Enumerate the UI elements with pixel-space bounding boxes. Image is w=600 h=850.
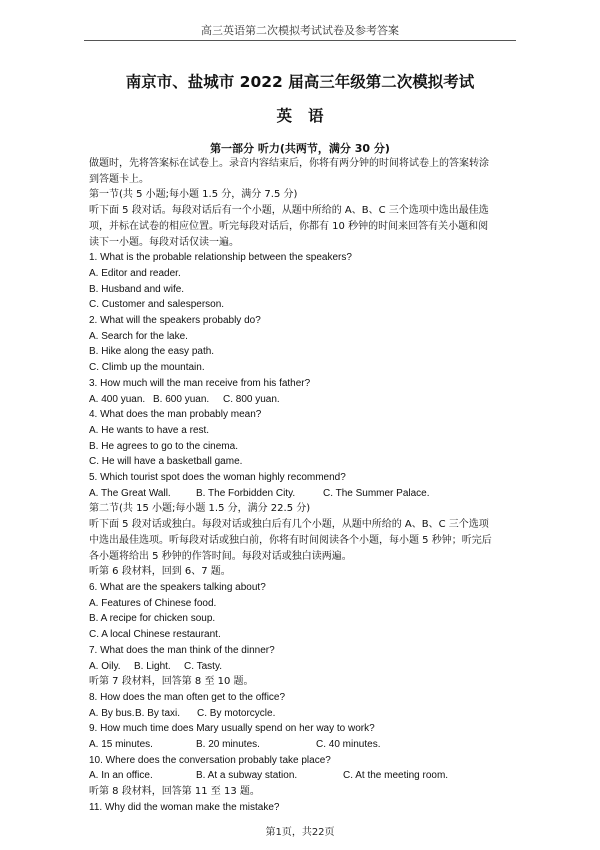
answer-option: A. 15 minutes. xyxy=(89,739,153,751)
question-text: 1. What is the probable relationship between the speakers? xyxy=(89,252,352,264)
instruction-text: 听第 7 段材料，回答第 8 至 10 题。 xyxy=(89,676,254,688)
header-divider xyxy=(84,40,516,41)
answer-option: A. Oily. xyxy=(89,660,121,672)
answer-option: A. The Great Wall. xyxy=(89,487,171,499)
answer-option: C. The Summer Palace. xyxy=(323,487,430,499)
answer-option: C. Tasty. xyxy=(184,660,222,672)
instruction-text: 第二节(共 15 小题;每小题 1.5 分，满分 22.5 分) xyxy=(89,503,311,515)
instruction-text: 项，并标在试卷的相应位置。听完每段对话后，你都有 10 秒钟的时间来回答有关小题和阅 xyxy=(89,220,489,232)
answer-option: C. 800 yuan. xyxy=(223,393,280,405)
question-text: A. Features of Chinese food. xyxy=(89,597,217,609)
question-text: 2. What will the speakers probably do? xyxy=(89,315,261,327)
question-text: B. Hike along the easy path. xyxy=(89,346,215,358)
instruction-text: 到答题卡上。 xyxy=(89,173,149,185)
answer-option: B. By taxi. xyxy=(135,707,181,719)
option-row xyxy=(89,706,519,722)
instruction-text: 读下一小题。每段对话仅读一遍。 xyxy=(89,236,239,248)
answer-option: B. 600 yuan. xyxy=(153,393,210,405)
instruction-text: 听下面 5 段对话或独白。每段对话或独白后有几个小题，从题中所给的 A、B、C 三个选项 xyxy=(89,519,489,531)
answer-option: A. In an office. xyxy=(89,770,153,782)
question-text: 10. Where does the conversation probably take place? xyxy=(89,754,331,766)
answer-option: A. 400 yuan. xyxy=(89,393,146,405)
page-number: 第1页，共22页 xyxy=(265,827,335,838)
instruction-text: 做题时，先将答案标在试卷上。录音内容结束后，你将有两分钟的时间将试卷上的答案转涂 xyxy=(89,158,489,169)
option-row xyxy=(89,392,519,408)
question-text: B. He agrees to go to the cinema. xyxy=(89,440,238,452)
part-title: 第一部分 听力(共两节，满分 30 分) xyxy=(210,142,390,155)
question-text: A. He wants to have a rest. xyxy=(89,424,210,436)
instruction-text: 听第 6 段材料，回到 6、7 题。 xyxy=(89,566,231,578)
option-row xyxy=(89,768,519,784)
instruction-text: 听下面 5 段对话。每段对话后有一个小题，从题中所给的 A、B、C 三个选项中选出最佳选 xyxy=(89,205,489,217)
instruction-text: 中选出最佳选项。听每段对话或独白前，你将有时间阅读各个小题，每小题 5 秒钟；听完后 xyxy=(89,534,492,546)
answer-option: C. At the meeting room. xyxy=(343,770,449,782)
subject-title: 英语 xyxy=(276,107,340,125)
question-text: 7. What does the man think of the dinner? xyxy=(89,644,275,656)
option-row xyxy=(89,659,519,675)
instruction-text: 听第 8 段材料，回答第 11 至 13 题。 xyxy=(89,786,260,798)
question-body xyxy=(89,156,519,816)
question-text: 9. How much time does Mary usually spend on her way to work? xyxy=(89,723,375,735)
option-row xyxy=(89,737,519,753)
question-text: 4. What does the man probably mean? xyxy=(89,409,262,421)
question-text: 6. What are the speakers talking about? xyxy=(89,581,266,593)
answer-option: B. Light. xyxy=(134,660,171,672)
answer-option: C. By motorcycle. xyxy=(197,707,276,719)
instruction-text: 各小题将给出 5 秒钟的作答时间。每段对话或独白读两遍。 xyxy=(89,550,352,562)
answer-option: B. At a subway station. xyxy=(196,770,298,782)
exam-title: 南京市、盐城市 2022 届高三年级第二次模拟考试 xyxy=(125,73,475,91)
option-row xyxy=(89,486,519,502)
answer-option: B. The Forbidden City. xyxy=(196,487,296,499)
answer-option: B. 20 minutes. xyxy=(196,739,260,751)
instruction-text: 第一节(共 5 小题;每小题 1.5 分，满分 7.5 分) xyxy=(89,189,298,201)
question-text: A. Editor and reader. xyxy=(89,267,181,279)
question-text: 8. How does the man often get to the office? xyxy=(89,691,286,703)
answer-option: A. By bus. xyxy=(89,707,135,719)
question-text: C. Customer and salesperson. xyxy=(89,299,225,311)
question-text: 11. Why did the woman make the mistake? xyxy=(89,801,280,813)
running-header: 高三英语第二次模拟考试试卷及参考答案 xyxy=(201,24,399,37)
question-text: C. Climb up the mountain. xyxy=(89,362,205,374)
answer-option: C. 40 minutes. xyxy=(316,739,381,751)
question-text: C. He will have a basketball game. xyxy=(89,456,243,468)
question-text: B. Husband and wife. xyxy=(89,283,185,295)
question-text: A. Search for the lake. xyxy=(89,330,188,342)
question-text: 3. How much will the man receive from his father? xyxy=(89,377,311,389)
question-text: 5. Which tourist spot does the woman highly recommend? xyxy=(89,472,346,484)
question-text: B. A recipe for chicken soup. xyxy=(89,613,216,625)
question-text: C. A local Chinese restaurant. xyxy=(89,629,221,641)
